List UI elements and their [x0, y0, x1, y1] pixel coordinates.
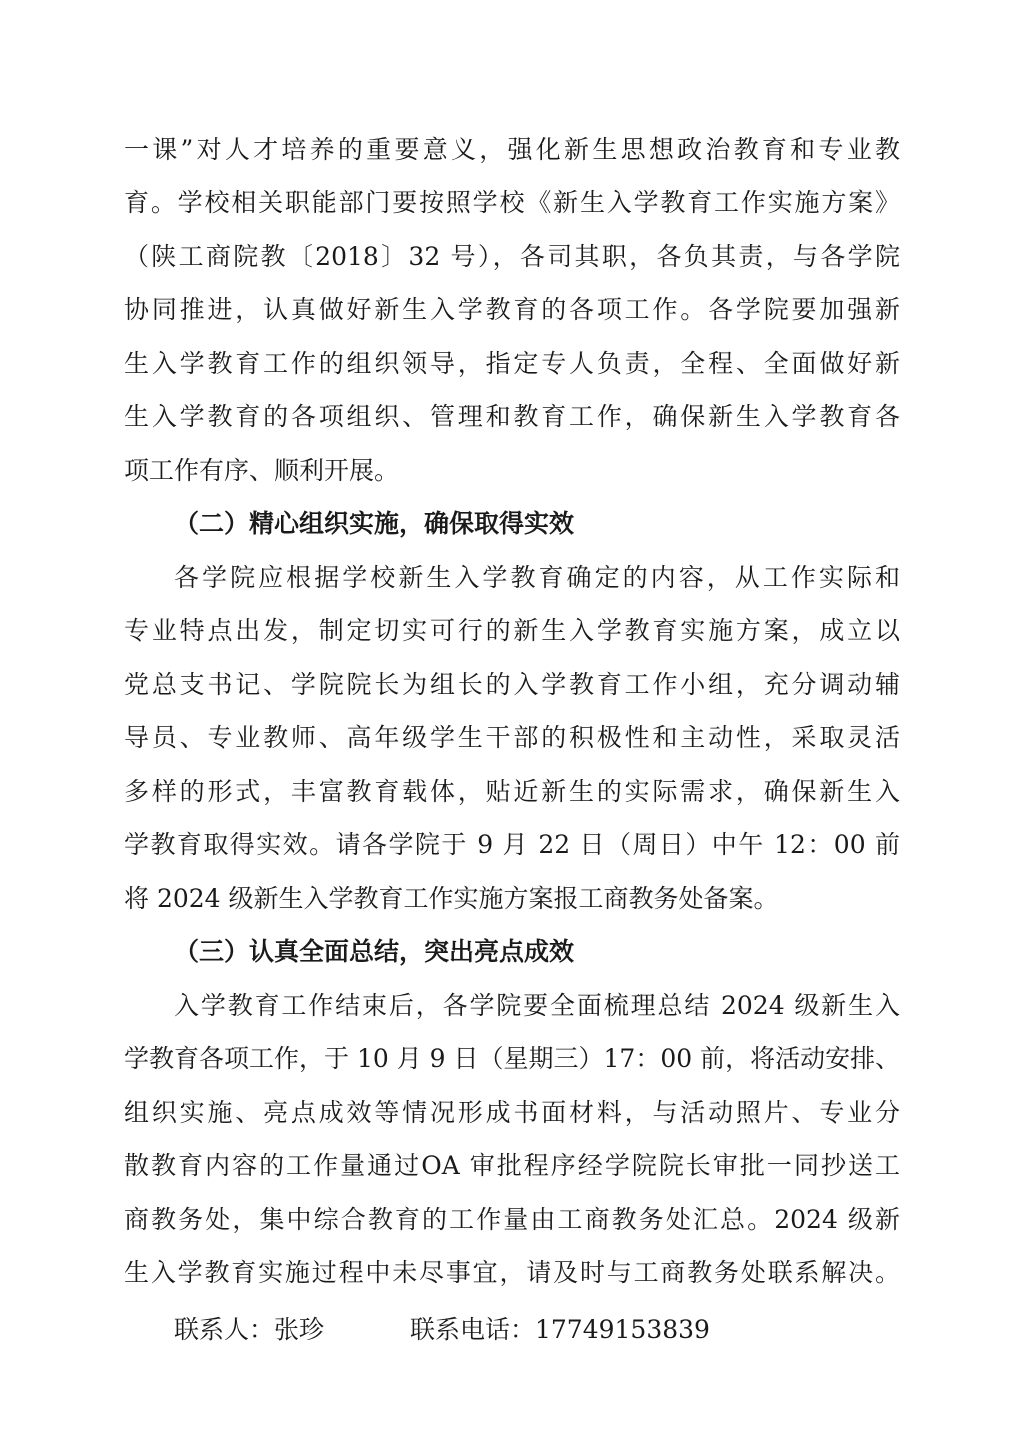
paragraph-line: 学教育各项工作，于 10 月 9 日（星期三）17：00 前，将活动安排、 — [124, 1044, 901, 1073]
paragraph-line: 多样的形式，丰富教育载体，贴近新生的实际需求，确保新生入 — [124, 777, 900, 806]
contact-phone: 联系电话：17749153839 — [410, 1315, 710, 1344]
paragraph-line: 生入学教育的各项组织、管理和教育工作，确保新生入学教育各 — [124, 402, 900, 431]
paragraph-line: 散教育内容的工作量通过OA 审批程序经学院院长审批一同抄送工 — [124, 1151, 900, 1180]
paragraph-line: 商教务处，集中综合教育的工作量由工商教务处汇总。2024 级新 — [124, 1205, 900, 1234]
paragraph-line: 党总支书记、学院院长为组长的入学教育工作小组，充分调动辅 — [124, 670, 900, 699]
section-heading: （二）精心组织实施，确保取得实效 — [174, 509, 575, 538]
paragraph-line: 学教育取得实效。请各学院于 9 月 22 日（周日）中午 12：00 前 — [124, 830, 900, 859]
paragraph-line: 生入学教育工作的组织领导，指定专人负责，全程、全面做好新 — [124, 349, 900, 378]
paragraph-line: 育。学校相关职能部门要按照学校《新生入学教育工作实施方案》 — [124, 188, 900, 217]
paragraph-line: 专业特点出发，制定切实可行的新生入学教育实施方案，成立以 — [124, 616, 900, 645]
paragraph-line: 入学教育工作结束后，各学院要全面梳理总结 2024 级新生入 — [174, 991, 900, 1020]
paragraph-line: （陕工商院教〔2018〕32 号），各司其职，各负其责，与各学院 — [124, 242, 900, 271]
paragraph-line: 一课”对人才培养的重要意义，强化新生思想政治教育和专业教 — [124, 135, 900, 164]
paragraph-line: 生入学教育实施过程中未尽事宜，请及时与工商教务处联系解决。 — [124, 1258, 900, 1287]
paragraph-line: 协同推进，认真做好新生入学教育的各项工作。各学院要加强新 — [124, 295, 900, 324]
section-heading: （三）认真全面总结，突出亮点成效 — [174, 937, 575, 966]
paragraph-line: 导员、专业教师、高年级学生干部的积极性和主动性，采取灵活 — [124, 723, 900, 752]
paragraph-line: 将 2024 级新生入学教育工作实施方案报工商教务处备案。 — [124, 884, 779, 913]
paragraph-line: 组织实施、亮点成效等情况形成书面材料，与活动照片、专业分 — [124, 1098, 900, 1127]
paragraph-line: 项工作有序、顺利开展。 — [124, 456, 400, 485]
contact-person: 联系人：张珍 — [174, 1315, 325, 1344]
paragraph-line: 各学院应根据学校新生入学教育确定的内容，从工作实际和 — [174, 563, 900, 592]
